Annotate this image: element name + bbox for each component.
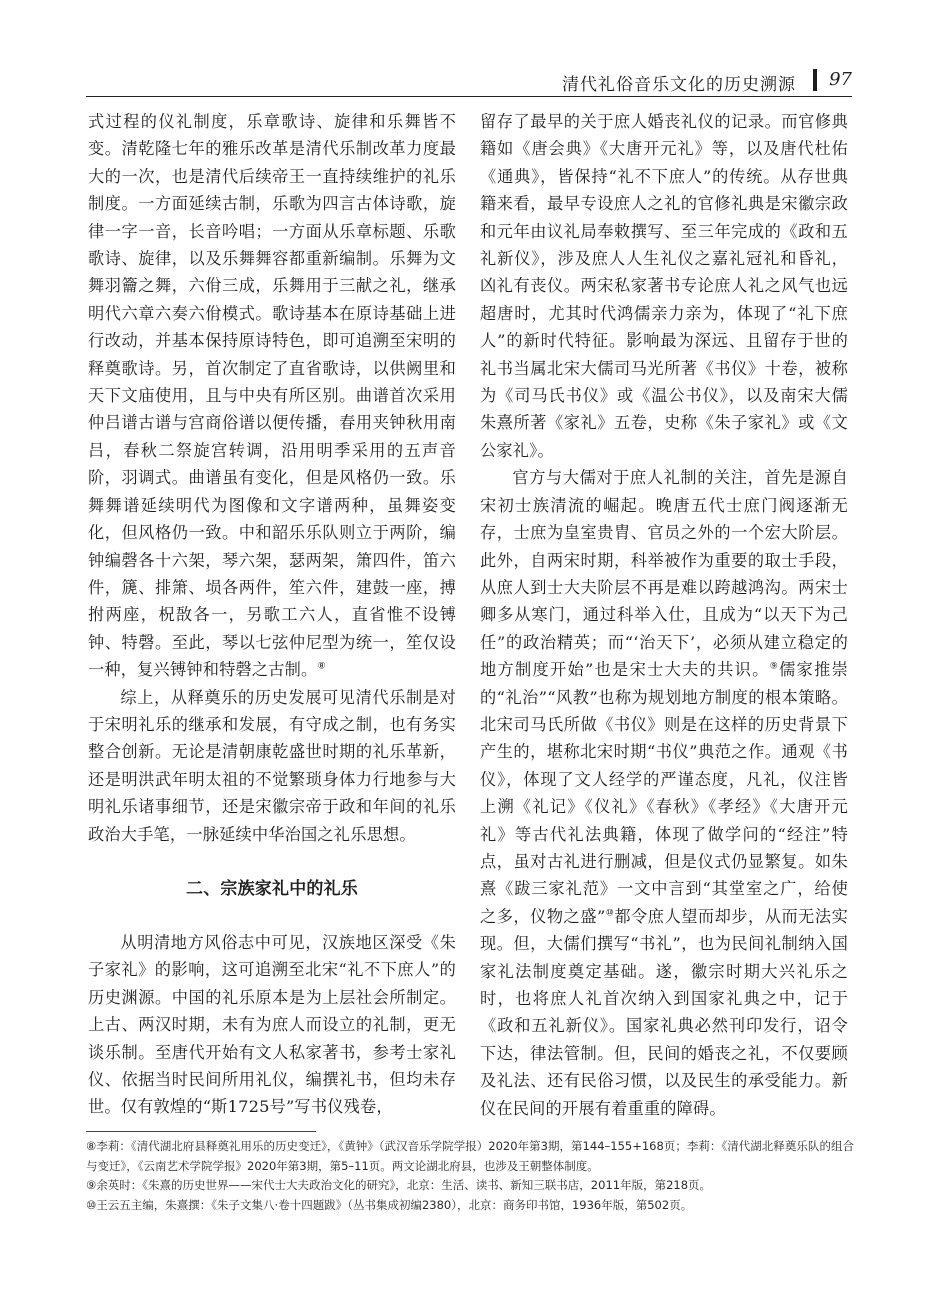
paragraph-text: 式过程的仪礼制度，乐章歌诗、旋律和乐舞皆不变。清乾隆七年的雅乐改革是清代乐制改革力度最大的一次，也是清代后续帝王一直持续维护的礼乐制度。一方面延续古制，乐歌为四言古体诗歌，旋律一字一音，长音吟唱；一方面从乐章标题、乐歌歌诗、旋律，以及乐舞舞容都重新编制。乐舞为文舞羽籥之舞，六佾三成，乐舞用于三献之礼，继承明代六章六奏六佾模式。歌诗基本在原诗基础上进行改动，并基本保持原诗特色，即可追溯至宋明的释奠歌诗。另，首次制定了直省歌诗，以供阙里和天下文庙使用，且与中央有所区别。曲谱首次采用仲吕谱古谱与宫商俗谱以便传播，春用夹钟秋用南吕，春秋二祭旋宫转调，沿用明季采用的五声音阶，羽调式。曲谱虽有变化，但是风格仍一致。乐舞舞谱延续明代为图像和文字谱两种，虽舞姿变化，但风格仍一致。中和韶乐乐队则立于两阶，编钟编磬各十六架，琴六架，瑟两架，箫四件，笛六件，篪、排箫、埙各两件，笙六件，建鼓一座，搏拊两座，柷敔各一，另歌工六人，直省惟不设镈钟、特磬。至此，琴以七弦仲尼型为统一，笙仅设一种，复兴镈钟和特磬之古制。 — [88, 112, 456, 680]
footnote-marker: ⑧ — [317, 661, 326, 672]
footnotes — [86, 1137, 854, 1215]
paragraph: 留存了最早的关于庶人婚丧礼仪的记录。而官修典籍如《唐会典》《大唐开元礼》等，以及唐代杜佑《通典》，皆保持“礼不下庶人”的传统。从存世典籍来看，最早专设庶人之礼的官修礼典是宋徽宗政和元年由议礼局奉敕撰写、至三年完成的《政和五礼新仪》，涉及庶人人生礼仪之嘉礼冠礼和昏礼，凶礼有丧仪。两宋私家著书专论庶人礼之风气也远超唐时，尤其时代鸿儒亲力亲为，体现了“礼下庶人”的新时代特征。影响最为深远、且留存于世的礼书当属北宋大儒司马光所著《书仪》十卷，被称为《司马氏书仪》或《温公书仪》，以及南宋大儒朱熹所著《家礼》五卷，史称《朱子家礼》或《文公家礼》。 — [480, 112, 848, 460]
paragraph-text: 都令庶人望而却步，从而无法实现。但，大儒们撰写“书礼”，也为民间礼制纳入国家礼法制度奠定基础。遂，徽宗时期大兴礼乐之时，也将庶人礼首次纳入到国家礼典之中，记于《政和五礼新仪》。国家礼典必然刊印发行，诏令下达，律法管制。但，民间的婚丧之礼，不仅要顾及礼法、还有民俗习惯，以及民生的承受能力。新仪在民间的开展有着重重的障碍。 — [480, 906, 848, 1118]
footnote: ⑩王云五主编，朱熹撰：《朱子文集八·卷十四题跋》（丛书集成初编2380），北京：商务印书馆，1936年版，第502页。 — [86, 1197, 693, 1212]
footnote-marker: ⑩ — [605, 908, 615, 919]
footnote-marker: ⑨ — [769, 661, 780, 672]
paragraph — [480, 464, 848, 1122]
right-column — [480, 108, 848, 1122]
running-header — [86, 66, 852, 96]
footnote: ⑧李莉：《清代湖北府县释奠礼用乐的历史变迁》，《黄钟》（武汉音乐学院学报）2020年第3期，第144–155+168页；李莉：《清代湖北释奠乐队的组合与变迁》，《云南艺术学院学报》2020年第3期，第5–11页。两文论湖北府县，也涉及王朝整体制度。 — [86, 1139, 854, 1173]
paragraph — [88, 108, 456, 684]
left-column — [88, 108, 456, 1121]
footnote: ⑨余英时：《朱熹的历史世界——宋代士大夫政治文化的研究》，北京：生活、读书、新知三联书店，2011年版，第218页。 — [86, 1178, 712, 1192]
page-number: 97 — [829, 69, 852, 90]
section-heading: 二、宗族家礼中的礼乐 — [186, 878, 358, 899]
paragraph-text: 儒家推崇的“礼治”“风教”也称为规划地方制度的根本策略。北宋司马氏所做《书仪》则是在这样的历史背景下产生的，堪称北宋时期“书仪”典范之作。通观《书仪》，体现了文人经学的严谨态度，凡礼，仪注皆上溯《礼记》《仪礼》《春秋》《孝经》《大唐开元礼》等古代礼法典籍，体现了做学问的“经注”特点，虽对古礼进行删减，但是仪式仍显繁复。如朱熹《跋三家礼范》一文中言到“其堂室之广，给使之多，仪物之盛” — [480, 660, 848, 926]
paragraph: 综上，从释奠乐的历史发展可见清代乐制是对于宋明礼乐的继承和发展，有守成之制，也有务实整合创新。无论是清朝康乾盛世时期的礼乐革新，还是明洪武年明太祖的不觉繁琐身体力行地参与大明礼乐诸事细节，还是宋徽宗帝于政和年间的礼乐政治大手笔，一脉延续中华治国之礼乐思想。 — [88, 687, 456, 844]
header-separator-bar — [813, 69, 817, 91]
header-rule — [86, 96, 852, 97]
footnote-rule — [86, 1131, 316, 1132]
paragraph-text: 官方与大儒对于庶人礼制的关注，首先是源自宋初士族清流的崛起。晚唐五代士庶门阀逐渐无存，士庶为皇室贵胄、官员之外的一个宏大阶层。此外，自两宋时期，科举被作为重要的取士手段，从庶人到士大夫阶层不再是难以跨越鸿沟。两宋士卿多从寒门，通过科举入仕，且成为“以天下为己任”的政治精英；而“‘治天下’，必须从建立稳定的地方制度开始”也是宋士大夫的共识。 — [480, 468, 848, 680]
paragraph: 从明清地方风俗志中可见，汉族地区深受《朱子家礼》的影响，这可追溯至北宋“礼不下庶人”的历史渊源。中国的礼乐原本是为上层社会所制定。上古、两汉时期，未有为庶人而设立的礼制，更无谈乐制。至唐代开始有文人私家著书，参考士家礼仪、依据当时民间所用礼仪，编撰礼书，但均未存世。仅有敦煌的“斯1725号”写书仪残卷， — [88, 932, 456, 1117]
running-title: 清代礼俗音乐文化的历史溯源 — [562, 75, 796, 95]
